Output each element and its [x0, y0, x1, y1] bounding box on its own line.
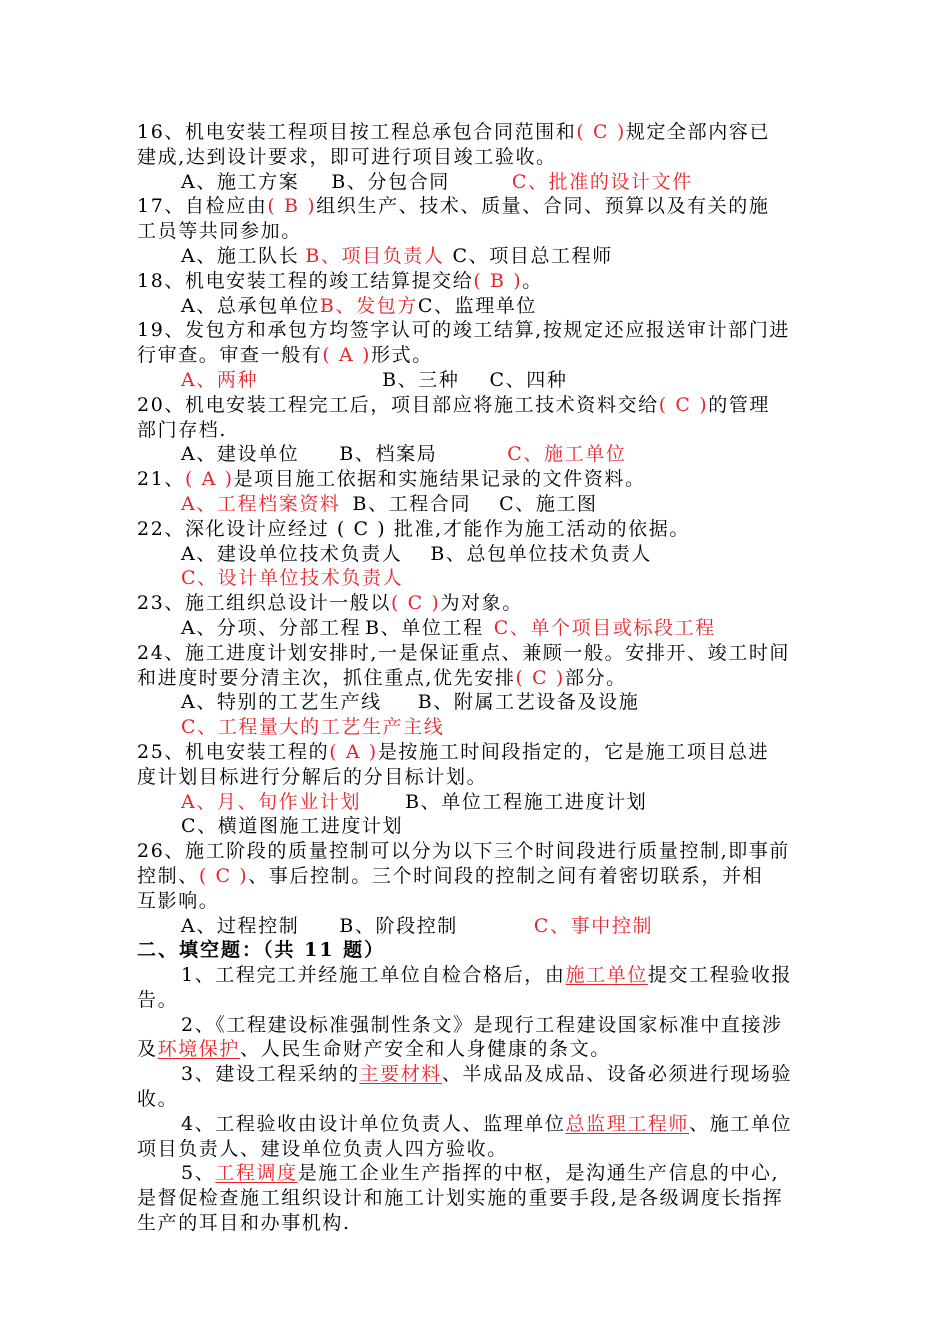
q18-line1: 18、机电安装工程的竣工结算提交给( B )。 — [137, 269, 543, 292]
section2-heading: 二、填空题：（共 11 题） — [137, 939, 386, 962]
q20-options: A、建设单位 B、档案局 C、施工单位 — [181, 443, 627, 466]
f4-answer: 总监理工程师 — [565, 1112, 690, 1135]
f3-line1: 3、建设工程采纳的主要材料、半成品及成品、设备必须进行现场验 — [181, 1063, 793, 1086]
q24-answer: ( C ) — [515, 666, 565, 689]
f2-line2: 及环境保护、人民生命财产安全和人身健康的条文。 — [137, 1038, 611, 1061]
f5-line2: 是督促检查施工组织设计和施工计划实施的重要手段,是各级调度长指挥 — [137, 1187, 784, 1210]
f5-answer: 工程调度 — [215, 1162, 298, 1185]
q24-option-c: C、工程量大的工艺生产主线 — [181, 716, 445, 739]
q16-answer: ( C ) — [576, 121, 626, 143]
f3-line2: 收。 — [137, 1088, 179, 1111]
q16-line1: 16、机电安装工程项目按工程总承包合同范围和( C )规定全部内容已 — [137, 121, 771, 143]
q25-line1: 25、机电安装工程的( A )是按施工时间段指定的，它是施工项目总进 — [137, 740, 770, 763]
q20-answer: ( C ) — [658, 393, 709, 416]
q24-line1: 24、施工进度计划安排时,一是保证重点、兼顾一般。安排开、竣工时间 — [137, 641, 791, 664]
q26-options: A、过程控制 B、阶段控制 C、事中控制 — [181, 914, 654, 937]
q26-answer: ( C ) — [198, 864, 249, 887]
f5-line3: 生产的耳目和办事机构. — [137, 1212, 351, 1235]
q26-line1: 26、施工阶段的质量控制可以分为以下三个时间段进行质量控制,即事前 — [137, 840, 791, 863]
q23-answer: ( C ) — [390, 592, 441, 615]
f4-line1: 4、工程验收由设计单位负责人、监理单位总监理工程师、施工单位 — [181, 1112, 793, 1135]
q24-options-ab: A、特别的工艺生产线 B、附属工艺设备及设施 — [181, 691, 640, 714]
q25-line2: 度计划目标进行分解后的分目标计划。 — [137, 765, 488, 788]
document-page — [137, 120, 849, 1236]
q19-answer: ( A ) — [322, 344, 372, 367]
q18-options: A、总承包单位B、发包方C、监理单位 — [181, 294, 538, 317]
q19-line2: 行审查。审查一般有( A )形式。 — [137, 344, 433, 367]
q25-options-ab: A、月、旬作业计划 B、单位工程施工进度计划 — [181, 790, 648, 813]
q20-line1: 20、机电安装工程完工后，项目部应将施工技术资料交给( C )的管理 — [137, 393, 771, 416]
q19-line1: 19、发包方和承包方均签字认可的竣工结算,按规定还应报送审计部门进 — [137, 319, 791, 342]
q16-options: A、施工方案 B、分包合同 C、批准的设计文件 — [181, 170, 693, 193]
q26-line2: 控制、( C )、事后控制。三个时间段的控制之间有着密切联系，并相 — [137, 864, 764, 887]
q23-line1: 23、施工组织总设计一般以( C )为对象。 — [137, 592, 523, 615]
f5-line1: 5、工程调度是施工企业生产指挥的中枢，是沟通生产信息的中心, — [181, 1162, 780, 1185]
f3-answer: 主要材料 — [359, 1063, 442, 1086]
q21-answer: ( A ) — [184, 468, 234, 491]
f2-answer: 环境保护 — [157, 1038, 241, 1061]
q25-answer: ( A ) — [329, 740, 378, 763]
f1-answer: 施工单位 — [565, 964, 648, 987]
q16-line2: 建成,达到设计要求，即可进行项目竣工验收。 — [137, 145, 557, 168]
q21-options: A、工程档案资料 B、工程合同 C、施工图 — [181, 492, 598, 515]
q22-line1: 22、深化设计应经过 ( C ) 批准,才能作为施工活动的依据。 — [137, 517, 690, 540]
q22-options-ab: A、建设单位技术负责人 B、总包单位技术负责人 — [181, 542, 652, 565]
q17-line1: 17、自检应由( B )组织生产、技术、质量、合同、预算以及有关的施 — [137, 195, 770, 218]
q26-line3: 互影响。 — [137, 889, 220, 912]
f4-line2: 项目负责人、建设单位负责人四方验收。 — [137, 1137, 508, 1160]
f2-line1: 2、《工程建设标准强制性条文》是现行工程建设国家标准中直接涉 — [181, 1013, 783, 1036]
q24-line2: 和进度时要分清主次，抓住重点,优先安排( C )部分。 — [137, 666, 627, 689]
q18-answer: ( B ) — [473, 269, 523, 292]
q17-options: A、施工队长 B、项目负责人 C、项目总工程师 — [181, 244, 613, 267]
f1-line1: 1、工程完工并经施工单位自检合格后，由施工单位提交工程验收报 — [181, 964, 793, 987]
q20-line2: 部门存档. — [137, 418, 228, 441]
q17-line2: 工员等共同参加。 — [137, 220, 302, 243]
q25-option-c: C、横道图施工进度计划 — [181, 815, 404, 838]
q17-answer: ( B ) — [267, 195, 317, 218]
q23-options: A、分项、分部工程 B、单位工程 C、单个项目或标段工程 — [181, 616, 716, 639]
q19-options: A、两种 B、三种 C、四种 — [181, 368, 568, 391]
q21-line1: 21、( A )是项目施工依据和实施结果记录的文件资料。 — [137, 468, 646, 491]
q22-option-c: C、设计单位技术负责人 — [181, 567, 404, 590]
f1-line2: 告。 — [137, 988, 179, 1011]
